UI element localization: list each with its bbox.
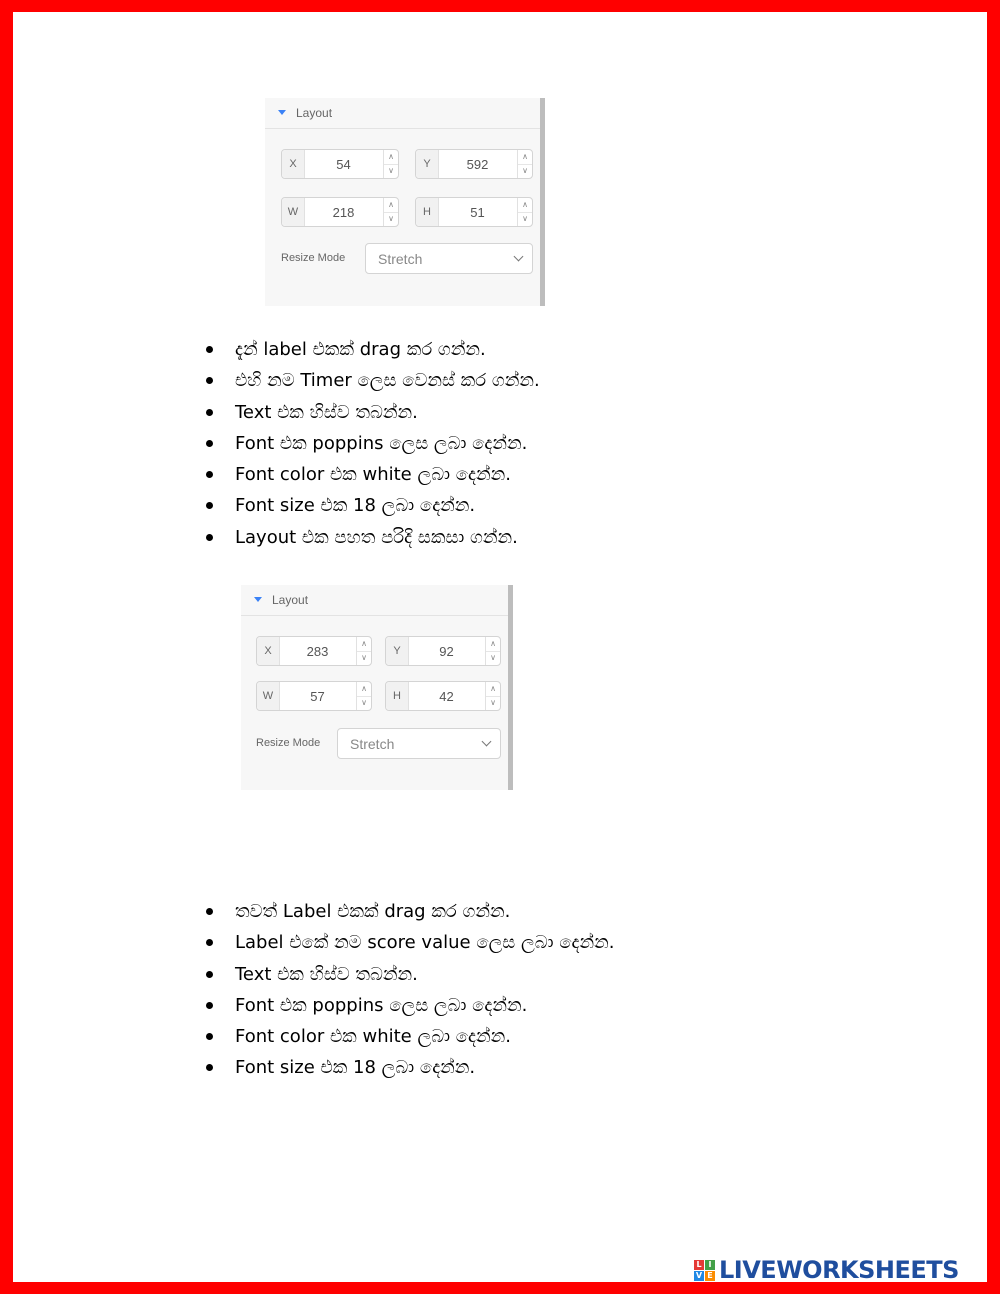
layout-panel-header[interactable] <box>265 98 540 129</box>
list-item: Font size එක 18 ලබා දෙන්න. <box>205 490 540 521</box>
w-field-value[interactable]: 218 <box>332 204 355 220</box>
y-field-label: Y <box>416 150 439 178</box>
h-field-stepper[interactable] <box>517 198 532 226</box>
bullet-icon <box>206 1064 213 1071</box>
bullet-icon <box>206 440 213 447</box>
h-field-value[interactable]: 51 <box>470 204 485 220</box>
w-field-label: W <box>257 682 280 710</box>
liveworksheets-logo[interactable] <box>694 1256 959 1284</box>
layout-panel-title: Layout <box>272 593 309 607</box>
logo-mark-letter: I <box>705 1260 715 1270</box>
bullet-icon <box>206 908 213 915</box>
chevron-down-icon[interactable] <box>482 737 492 747</box>
y-field[interactable] <box>415 149 533 179</box>
chevron-up-icon[interactable]: ∧ <box>486 637 500 652</box>
h-field-stepper[interactable] <box>485 682 500 710</box>
layout-panel-title: Layout <box>296 106 333 120</box>
list-item: Font size එක 18 ලබා දෙන්න. <box>205 1052 614 1083</box>
bullet-icon <box>206 939 213 946</box>
chevron-down-icon[interactable]: ∨ <box>361 653 367 663</box>
logo-mark-letter: L <box>694 1260 704 1270</box>
x-field-stepper[interactable] <box>383 150 398 178</box>
h-field[interactable] <box>385 681 501 711</box>
x-field-stepper[interactable] <box>356 637 371 665</box>
chevron-down-icon[interactable]: ∨ <box>388 214 394 224</box>
w-field-value[interactable]: 57 <box>310 688 325 704</box>
w-field[interactable] <box>281 197 399 227</box>
list-item: Font color එක white ලබා දෙන්න. <box>205 1021 614 1052</box>
resize-mode-select[interactable] <box>365 243 533 274</box>
chevron-up-icon[interactable]: ∧ <box>518 150 532 165</box>
x-field[interactable] <box>281 149 399 179</box>
h-field[interactable] <box>415 197 533 227</box>
bullet-icon <box>206 377 213 384</box>
list-item: Label එකේ නම score value ලෙස ලබා දෙන්න. <box>205 927 614 958</box>
caret-down-icon[interactable] <box>254 597 262 602</box>
chevron-down-icon[interactable]: ∨ <box>522 214 528 224</box>
bullet-icon <box>206 971 213 978</box>
y-field[interactable] <box>385 636 501 666</box>
chevron-up-icon[interactable]: ∧ <box>357 682 371 697</box>
list-item: දැන් label එකක් drag කර ගන්න. <box>205 334 540 365</box>
logo-mark-letter: E <box>705 1271 715 1281</box>
layout-panel-top <box>265 98 545 306</box>
list-item: තවත් Label එකක් drag කර ගන්න. <box>205 896 614 927</box>
x-field-value[interactable]: 283 <box>306 643 329 659</box>
logo-mark-letter: V <box>695 1271 703 1280</box>
layout-panel-bottom <box>241 585 513 790</box>
chevron-down-icon[interactable]: ∨ <box>490 653 496 663</box>
bullet-icon <box>206 346 213 353</box>
bullet-icon <box>206 1033 213 1040</box>
x-field[interactable] <box>256 636 372 666</box>
resize-mode-select[interactable] <box>337 728 501 759</box>
instruction-list-1 <box>205 334 540 553</box>
chevron-down-icon[interactable]: ∨ <box>490 698 496 708</box>
chevron-up-icon[interactable]: ∧ <box>518 198 532 213</box>
chevron-up-icon[interactable]: ∧ <box>384 150 398 165</box>
h-field-label: H <box>386 682 409 710</box>
w-field-stepper[interactable] <box>383 198 398 226</box>
chevron-up-icon[interactable]: ∧ <box>486 682 500 697</box>
chevron-up-icon[interactable]: ∧ <box>384 198 398 213</box>
chevron-up-icon[interactable]: ∧ <box>357 637 371 652</box>
bullet-icon <box>206 409 213 416</box>
list-item: Font එක poppins ලෙස ලබා දෙන්න. <box>205 428 540 459</box>
list-item: Text එක හිස්ව තබන්න. <box>205 397 540 428</box>
w-field[interactable] <box>256 681 372 711</box>
resize-mode-value: Stretch <box>350 735 395 752</box>
chevron-down-icon[interactable] <box>514 252 524 262</box>
x-field-label: X <box>257 637 280 665</box>
bullet-icon <box>206 502 213 509</box>
chevron-down-icon[interactable]: ∨ <box>522 166 528 176</box>
list-item: Layout එක පහත පරිදි සකසා ගන්න. <box>205 522 540 553</box>
y-field-value[interactable]: 592 <box>466 156 489 172</box>
list-item: Text එක හිස්ව තබන්න. <box>205 959 614 990</box>
h-field-label: H <box>416 198 439 226</box>
resize-mode-label: Resize Mode <box>256 737 321 749</box>
bullet-icon <box>206 534 213 541</box>
w-field-stepper[interactable] <box>356 682 371 710</box>
logo-text: LIVEWORKSHEETS <box>719 1256 959 1284</box>
resize-mode-value: Stretch <box>378 250 423 267</box>
chevron-down-icon[interactable]: ∨ <box>388 166 394 176</box>
w-field-label: W <box>282 198 305 226</box>
y-field-stepper[interactable] <box>485 637 500 665</box>
chevron-down-icon[interactable]: ∨ <box>361 698 367 708</box>
list-item: Font එක poppins ලෙස ලබා දෙන්න. <box>205 990 614 1021</box>
layout-panel-header[interactable] <box>241 585 508 616</box>
y-field-value[interactable]: 92 <box>439 643 454 659</box>
list-item: Font color එක white ලබා දෙන්න. <box>205 459 540 490</box>
list-item: එහි නම Timer ලෙස වෙනස් කර ගන්න. <box>205 365 540 396</box>
x-field-label: X <box>282 150 305 178</box>
y-field-label: Y <box>386 637 409 665</box>
logo-mark-icon <box>694 1260 715 1281</box>
y-field-stepper[interactable] <box>517 150 532 178</box>
bullet-icon <box>206 1002 213 1009</box>
instruction-list-2 <box>205 896 614 1084</box>
resize-mode-label: Resize Mode <box>281 252 346 264</box>
bullet-icon <box>206 471 213 478</box>
caret-down-icon[interactable] <box>278 110 286 115</box>
h-field-value[interactable]: 42 <box>439 688 454 704</box>
x-field-value[interactable]: 54 <box>336 156 351 172</box>
